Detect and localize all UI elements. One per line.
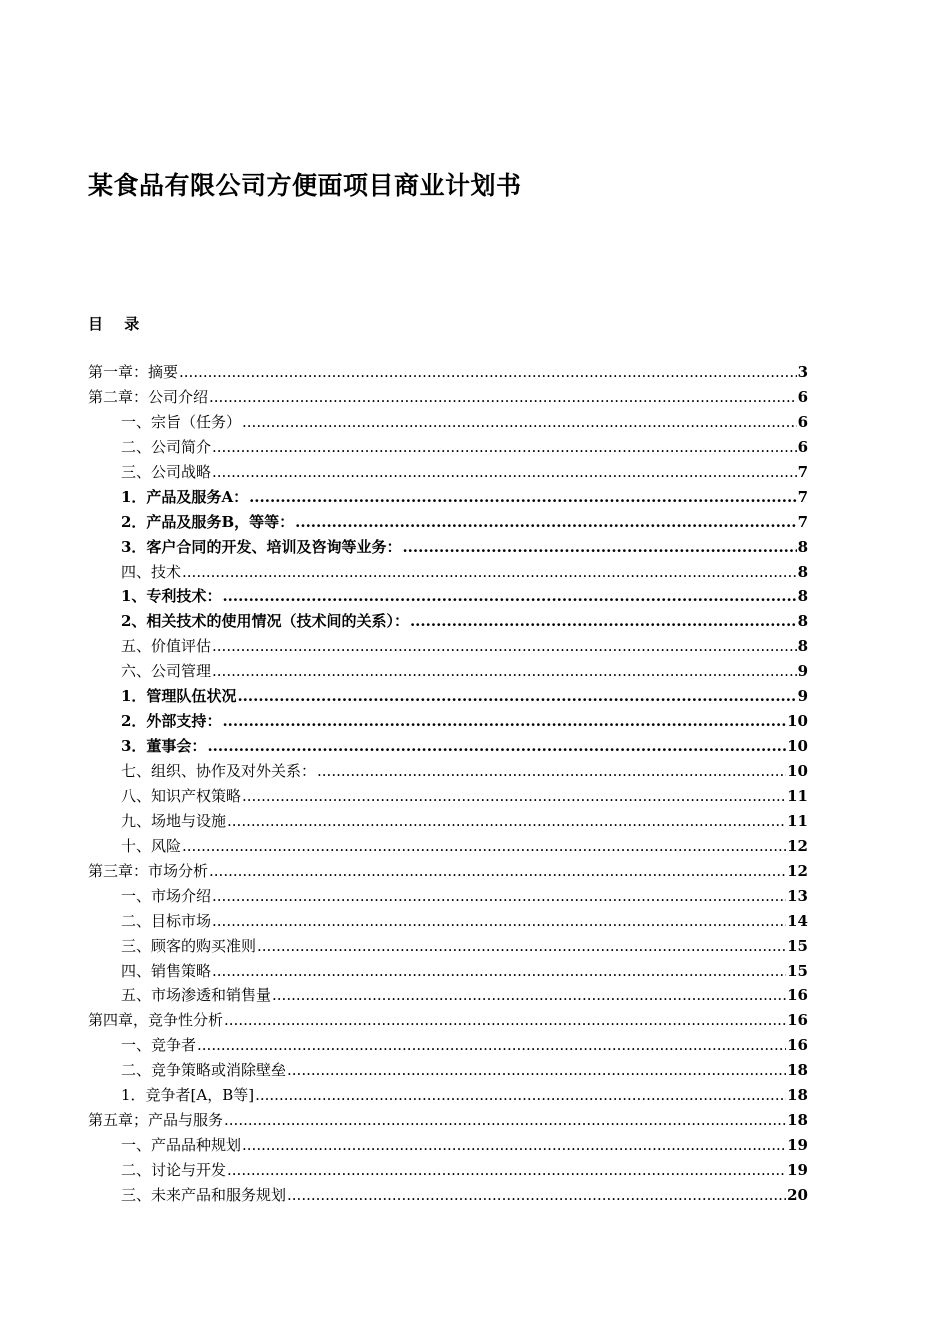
toc-entry-label: 1．管理队伍状况 bbox=[121, 687, 237, 706]
toc-entry-label: 二、讨论与开发 bbox=[121, 1161, 227, 1179]
toc-entry-page-number: 10 bbox=[787, 762, 808, 780]
toc-entry-page-number: 16 bbox=[787, 986, 808, 1005]
toc-dot-leader bbox=[242, 784, 786, 809]
toc-entry-label: 一、产品品种规划 bbox=[121, 1136, 242, 1155]
toc-dot-leader bbox=[237, 684, 796, 709]
toc-dot-leader bbox=[402, 535, 796, 560]
toc-dot-leader bbox=[287, 1058, 786, 1083]
toc-entry-page-number: 20 bbox=[787, 1185, 808, 1204]
toc-entry-page-number: 8 bbox=[797, 637, 808, 656]
toc-entry-label: 一、宗旨（任务） bbox=[121, 412, 242, 431]
toc-entry[interactable] bbox=[88, 535, 808, 560]
toc-entry-label: 四、技术 bbox=[121, 562, 182, 581]
toc-entry[interactable] bbox=[88, 410, 808, 435]
toc-entry[interactable] bbox=[88, 1158, 808, 1183]
toc-entry-page-number: 9 bbox=[797, 687, 808, 706]
toc-entry-page-number: 8 bbox=[797, 612, 808, 631]
toc-entry-label: 八、知识产权策略 bbox=[121, 786, 242, 805]
toc-dot-leader bbox=[222, 584, 796, 609]
toc-dot-leader bbox=[227, 1158, 786, 1183]
toc-entry-page-number: 8 bbox=[797, 562, 808, 581]
toc-dot-leader bbox=[227, 809, 786, 834]
toc-entry-page-number: 7 bbox=[797, 487, 808, 506]
toc-entry-label: 1、专利技术： bbox=[121, 587, 222, 606]
toc-dot-leader bbox=[272, 983, 786, 1008]
toc-entry[interactable] bbox=[88, 759, 808, 784]
toc-entry[interactable] bbox=[88, 684, 808, 709]
toc-entry-label: 五、市场渗透和销售量 bbox=[121, 986, 272, 1005]
toc-entry-page-number: 15 bbox=[787, 961, 808, 980]
toc-dot-leader bbox=[212, 460, 797, 485]
toc-entry[interactable] bbox=[88, 859, 808, 884]
toc-entry[interactable] bbox=[88, 1108, 808, 1133]
toc-dot-leader bbox=[212, 909, 786, 934]
toc-entry-label: 第三章：市场分析 bbox=[88, 861, 209, 880]
toc-dot-leader bbox=[182, 834, 786, 859]
toc-entry-label: 第五章；产品与服务 bbox=[88, 1111, 224, 1130]
toc-entry-label: 五、价值评估 bbox=[121, 637, 212, 656]
toc-entry[interactable] bbox=[88, 1183, 808, 1208]
toc-entry-page-number: 16 bbox=[787, 1011, 808, 1030]
toc-entry-label: 二、公司简介 bbox=[121, 437, 212, 456]
toc-entry-page-number: 9 bbox=[797, 662, 808, 681]
toc-dot-leader bbox=[212, 435, 797, 460]
toc-dot-leader bbox=[209, 385, 797, 410]
toc-entry[interactable] bbox=[88, 934, 808, 959]
toc-entry-page-number: 8 bbox=[797, 587, 808, 606]
toc-dot-leader bbox=[242, 410, 797, 435]
toc-entry[interactable] bbox=[88, 959, 808, 984]
toc-entry-page-number: 8 bbox=[797, 537, 808, 556]
toc-entry-page-number: 3 bbox=[797, 363, 808, 381]
toc-entry-label: 1．竞争者[A，B等] bbox=[121, 1086, 255, 1105]
document-title: 某食品有限公司方便面项目商业计划书 bbox=[88, 171, 522, 200]
toc-entry[interactable] bbox=[88, 634, 808, 659]
toc-entry-page-number: 11 bbox=[787, 811, 808, 830]
toc-entry-label: 2、相关技术的使用情况（技术间的关系）： bbox=[121, 612, 409, 631]
toc-entry-label: 九、场地与设施 bbox=[121, 811, 227, 830]
toc-dot-leader bbox=[255, 1083, 786, 1108]
toc-entry-label: 一、竞争者 bbox=[121, 1036, 197, 1055]
toc-entry[interactable] bbox=[88, 584, 808, 609]
toc-entry[interactable] bbox=[88, 1033, 808, 1058]
toc-entry-page-number: 19 bbox=[787, 1136, 808, 1155]
toc-entry-label: 2．外部支持： bbox=[121, 712, 222, 731]
toc-entry-page-number: 18 bbox=[787, 1086, 808, 1105]
toc-entry-page-number: 10 bbox=[787, 737, 808, 756]
toc-entry-page-number: 7 bbox=[797, 512, 808, 531]
toc-dot-leader bbox=[207, 734, 786, 759]
toc-dot-leader bbox=[212, 959, 786, 984]
toc-entry[interactable] bbox=[88, 460, 808, 485]
toc-dot-leader bbox=[287, 1183, 786, 1208]
toc-dot-leader bbox=[212, 659, 797, 684]
table-of-contents bbox=[88, 360, 808, 1208]
toc-dot-leader bbox=[242, 1133, 786, 1158]
toc-dot-leader bbox=[295, 510, 796, 535]
toc-entry[interactable] bbox=[88, 734, 808, 759]
toc-entry-label: 三、顾客的购买准则 bbox=[121, 936, 257, 955]
toc-entry-label: 3．董事会： bbox=[121, 737, 207, 756]
toc-entry-page-number: 11 bbox=[787, 786, 808, 805]
toc-entry-page-number: 13 bbox=[787, 886, 808, 905]
toc-entry[interactable] bbox=[88, 360, 808, 385]
toc-entry[interactable] bbox=[88, 1008, 808, 1033]
toc-entry[interactable] bbox=[88, 983, 808, 1008]
toc-entry-label: 四、销售策略 bbox=[121, 961, 212, 980]
toc-dot-leader bbox=[197, 1033, 786, 1058]
toc-entry-label: 七、组织、协作及对外关系： bbox=[121, 762, 317, 780]
toc-entry-page-number: 6 bbox=[797, 412, 808, 431]
toc-entry[interactable] bbox=[88, 834, 808, 859]
toc-entry-label: 一、市场介绍 bbox=[121, 886, 212, 905]
toc-entry-page-number: 7 bbox=[797, 462, 808, 481]
toc-entry[interactable] bbox=[88, 510, 808, 535]
toc-dot-leader bbox=[410, 609, 797, 634]
toc-dot-leader bbox=[182, 560, 797, 585]
toc-entry-label: 第四章，竞争性分析 bbox=[88, 1011, 224, 1030]
toc-entry-label: 三、公司战略 bbox=[121, 462, 212, 481]
toc-entry-label: 十、风险 bbox=[121, 836, 182, 855]
toc-entry-label: 二、竞争策略或消除壁垒 bbox=[121, 1061, 287, 1080]
toc-entry[interactable] bbox=[88, 884, 808, 909]
toc-entry[interactable] bbox=[88, 909, 808, 934]
toc-entry-label: 2．产品及服务B，等等： bbox=[121, 512, 295, 531]
toc-dot-leader bbox=[212, 884, 786, 909]
toc-entry-page-number: 15 bbox=[787, 936, 808, 955]
toc-entry[interactable] bbox=[88, 435, 808, 460]
toc-entry-label: 1．产品及服务A： bbox=[121, 487, 249, 506]
toc-dot-leader bbox=[209, 859, 786, 884]
toc-entry[interactable] bbox=[88, 659, 808, 684]
toc-entry-page-number: 18 bbox=[787, 1061, 808, 1080]
toc-dot-leader bbox=[179, 360, 797, 385]
toc-dot-leader bbox=[222, 709, 786, 734]
toc-entry-label: 二、目标市场 bbox=[121, 911, 212, 930]
toc-dot-leader bbox=[249, 485, 796, 510]
toc-entry-page-number: 10 bbox=[787, 712, 808, 731]
toc-entry[interactable] bbox=[88, 1058, 808, 1083]
toc-entry-page-number: 12 bbox=[787, 861, 808, 880]
toc-dot-leader bbox=[212, 634, 797, 659]
toc-entry-label: 三、未来产品和服务规划 bbox=[121, 1185, 287, 1204]
toc-entry-page-number: 19 bbox=[787, 1161, 808, 1179]
toc-entry-label: 3．客户合同的开发、培训及咨询等业务： bbox=[121, 537, 402, 556]
toc-entry[interactable] bbox=[88, 385, 808, 410]
toc-entry-label: 第二章：公司介绍 bbox=[88, 387, 209, 406]
toc-heading: 目 录 bbox=[88, 315, 148, 333]
toc-entry[interactable] bbox=[88, 485, 808, 510]
toc-dot-leader bbox=[257, 934, 786, 959]
toc-entry[interactable] bbox=[88, 809, 808, 834]
toc-entry[interactable] bbox=[88, 560, 808, 585]
toc-entry[interactable] bbox=[88, 784, 808, 809]
toc-entry-label: 六、公司管理 bbox=[121, 662, 212, 681]
toc-entry-page-number: 6 bbox=[797, 437, 808, 456]
toc-entry[interactable] bbox=[88, 1133, 808, 1158]
toc-entry-label: 第一章：摘要 bbox=[88, 363, 179, 381]
toc-entry-page-number: 16 bbox=[787, 1036, 808, 1055]
toc-entry[interactable] bbox=[88, 709, 808, 734]
toc-entry-page-number: 14 bbox=[787, 911, 808, 930]
toc-entry[interactable] bbox=[88, 1083, 808, 1108]
toc-entry-page-number: 12 bbox=[787, 836, 808, 855]
toc-entry[interactable] bbox=[88, 609, 808, 634]
toc-entry-page-number: 6 bbox=[797, 387, 808, 406]
toc-entry-page-number: 18 bbox=[787, 1111, 808, 1130]
toc-dot-leader bbox=[224, 1108, 786, 1133]
toc-dot-leader bbox=[224, 1008, 786, 1033]
toc-dot-leader bbox=[317, 759, 786, 784]
